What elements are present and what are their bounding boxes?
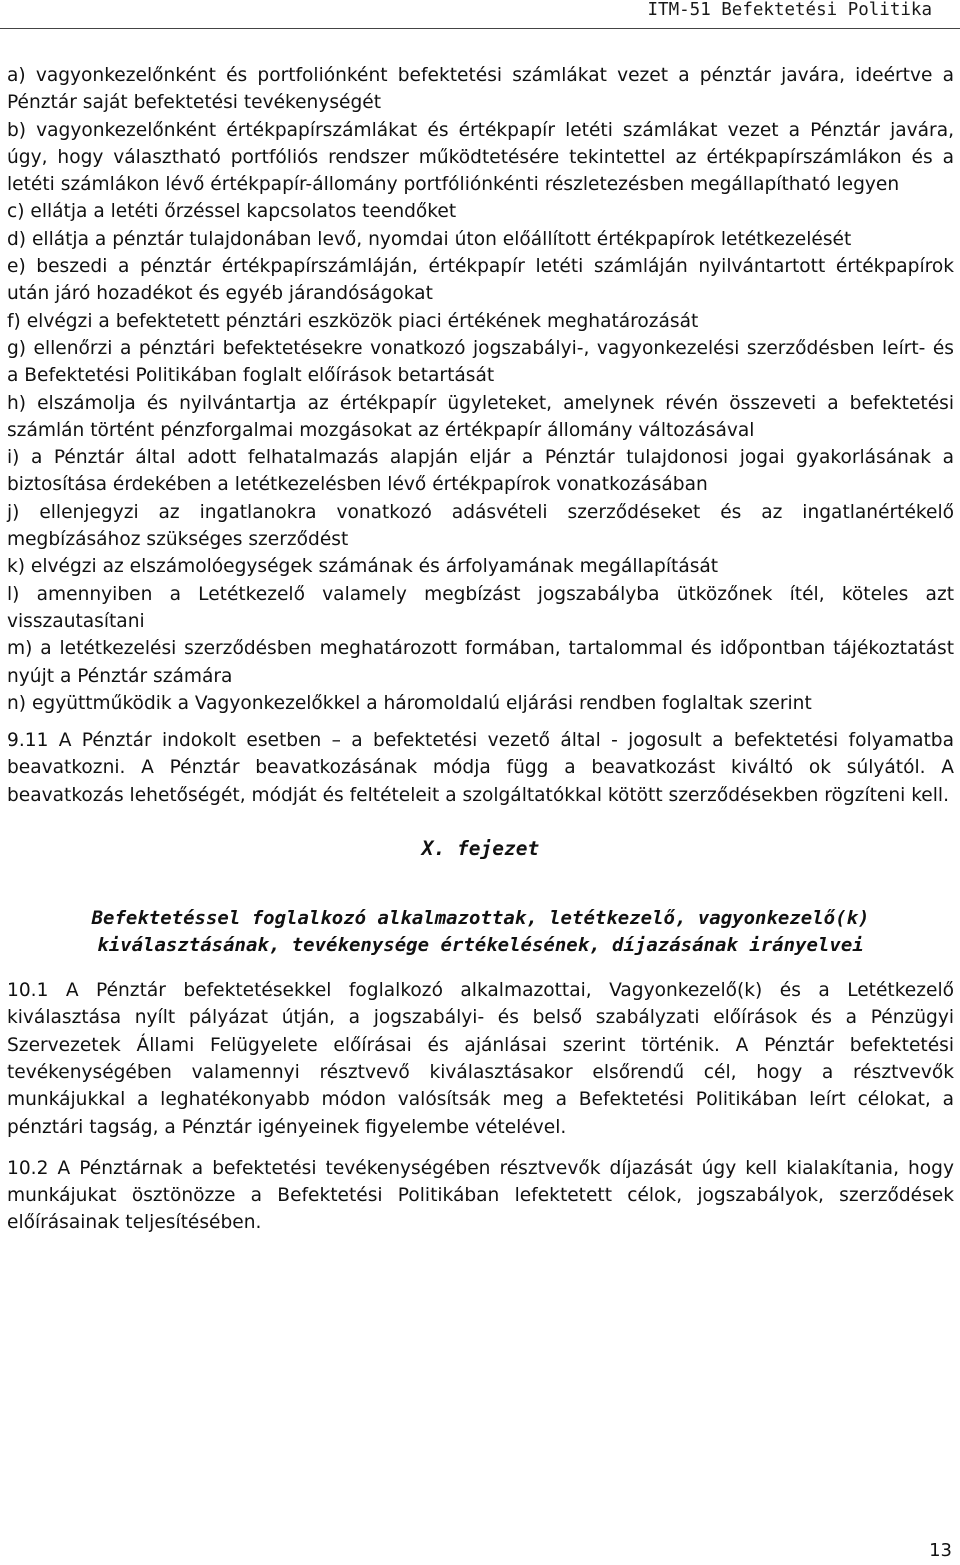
list-item: b) vagyonkezelőnként értékpapírszámlákat és értékpapír letéti számlákat vezet a Pénztár javára, úgy, hogy választható portfóliós rendszer működtetésére tekintettel az értékpapírszámlákon és a letéti számlákon lévő értékpapír-állomány portfóliónkénti részletezésben megállapítható legyen	[7, 119, 954, 196]
list-item: k) elvégzi az elszámolóegységek számának és árfolyamának megállapítását	[7, 556, 719, 578]
list-item: f) elvégzi a befektetett pénztári eszközök piaci értékének meghatározását	[7, 310, 699, 332]
header-divider	[0, 28, 960, 29]
list-item: m) a letétkezelési szerződésben meghatározott formában, tartalommal és időpontban tájékoztatást nyújt a Pénztár számára	[7, 638, 954, 687]
section-10-2-paragraph: 10.2 A Pénztárnak a befektetési tevékenységében résztvevők díjazását úgy kell kialakítania, hogy munkájukat ösztönözze a Befektetési Politikában lefektetett célok, jogszabályok, szerződések előírásainak teljesítésében.	[7, 1157, 954, 1234]
list-item: a) vagyonkezelőnként és portfoliónként befektetési számlákat vezet a pénztár javára, ideértve a Pénztár saját befektetési tevékenységét	[7, 65, 954, 114]
chapter-heading: Befektetéssel foglalkozó alkalmazottak, letétkezelő, vagyonkezelő(k) kiválasztásának, tevékenysége értékelésének, díjazásának irányelvei	[91, 907, 870, 957]
list-item: g) ellenőrzi a pénztári befektetésekre vonatkozó jogszabályi-, vagyonkezelési szerződésben leírt- és a Befektetési Politikában foglalt előírások betartását	[7, 337, 954, 387]
chapter-title: X. fejezet	[421, 837, 540, 861]
section-10-1-paragraph: 10.1 A Pénztár befektetésekkel foglalkozó alkalmazottai, Vagyonkezelő(k) és a Letétkezelő kiválasztása nyílt pályázat útján, a jogszabályi- és belső szabályzati előírások és a Pénzügyi Szervezetek Állami Felügyelete előírásai és ajánlásai szerint történik. A Pénztár befektetési tevékenységében valamennyi résztvevő kiválasztásakor elsőrendű cél, hogy a résztvevők munkájukkal a leghatékonyabb módon valósítsák meg a Befektetési Politikában leírt célokat, a pénztári tagság, a Pénztár igényeinek figyelembe vételével.	[7, 980, 954, 1138]
list-item: e) beszedi a pénztár értékpapírszámláján, értékpapír letéti számláján nyilvántartott értékpapírok után járó hozadékot és egyéb járandóságokat	[7, 256, 954, 305]
list-item: j) ellenjegyzi az ingatlanokra vonatkozó adásvételi szerződéseket és az ingatlanértékelő megbízásához szükséges szerződést	[7, 501, 954, 551]
page-number: 13	[929, 1540, 952, 1561]
document-header-title: ITM-51 Befektetési Politika	[647, 0, 932, 20]
list-item: d) ellátja a pénztár tulajdonában levő, nyomdai úton előállított értékpapírok letétkezelését	[7, 228, 852, 250]
section-9-11-paragraph: 9.11 A Pénztár indokolt esetben – a befektetési vezető által - jogosult a befektetési folyamatba beavatkozni. A Pénztár beavatkozásának módja függ a beavatkozást kiváltó ok súlyától. A beavatkozás lehetőségét, módját és feltételeit a szolgáltatókkal kötött szerződésekben rögzíteni kell.	[7, 730, 954, 806]
list-item: i) a Pénztár által adott felhatalmazás alapján eljár a Pénztár tulajdonosi jogai gyakorlásának a biztosítása érdekében a letétkezelésben lévő értékpapírok vonatkozásában	[7, 447, 954, 496]
list-item: l) amennyiben a Letétkezelő valamely megbízást jogszabályba ütközőnek ítél, köteles azt visszautasítani	[7, 583, 954, 632]
document-body	[7, 62, 954, 1237]
duties-list	[7, 62, 954, 717]
list-item: c) ellátja a letéti őrzéssel kapcsolatos teendőket	[7, 201, 457, 223]
list-item: n) együttműködik a Vagyonkezelőkkel a háromoldalú eljárási rendben foglaltak szerint	[7, 692, 812, 714]
list-item: h) elszámolja és nyilvántartja az értékpapír ügyleteket, amelynek révén összeveti a befektetési számlán történt pénzforgalmai mozgásokat az értékpapír állomány változásával	[7, 392, 954, 441]
